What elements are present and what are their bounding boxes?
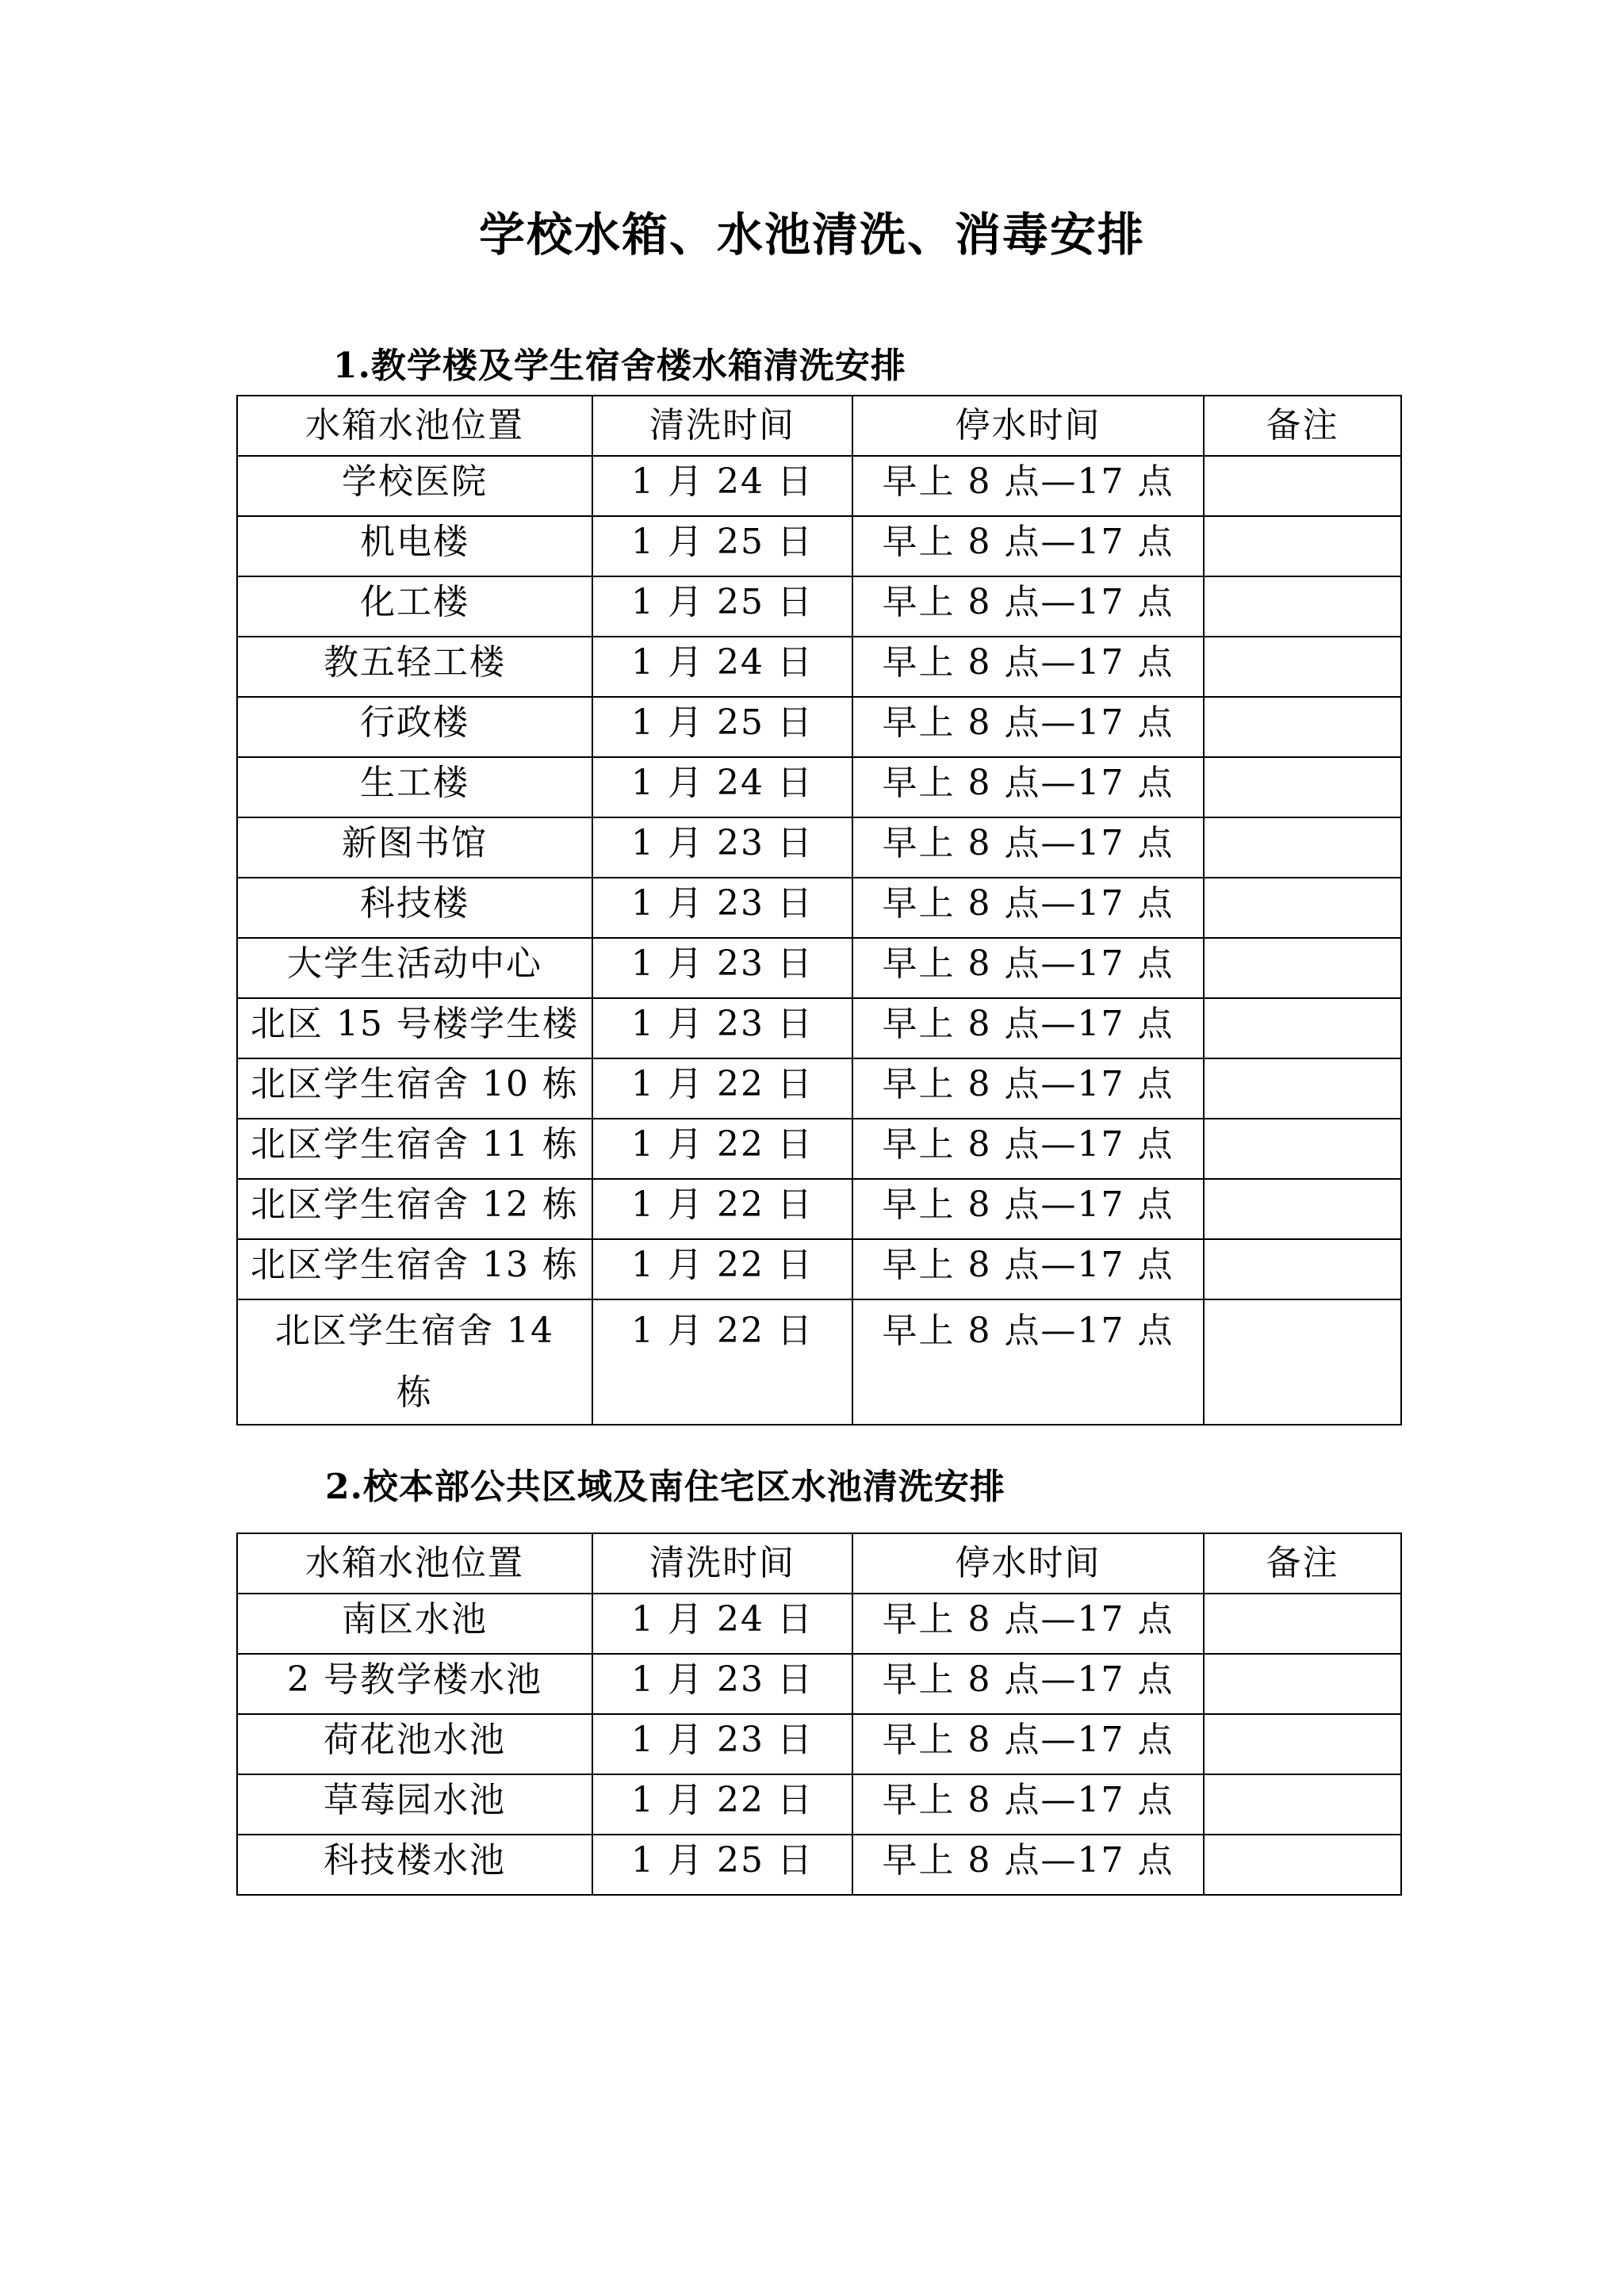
- clean-date-cell: 1 月 23 日: [592, 1654, 852, 1714]
- table-row: [237, 1714, 1401, 1774]
- column-header-location: 水箱水池位置: [237, 1533, 592, 1594]
- note-cell: [1204, 1835, 1401, 1895]
- table-body: [237, 1594, 1401, 1895]
- table-row: [237, 1774, 1401, 1835]
- table-row: [237, 1119, 1401, 1179]
- clean-date-cell: 1 月 22 日: [592, 1058, 852, 1119]
- location-cell: 北区学生宿舍 14 栋: [237, 1299, 592, 1425]
- document-title: 学校水箱、水池清洗、消毒安排: [478, 208, 1145, 262]
- table-row: [237, 576, 1401, 637]
- column-header-location: 水箱水池位置: [237, 396, 592, 456]
- table-row: [237, 1058, 1401, 1119]
- note-cell: [1204, 1594, 1401, 1654]
- outage-time-cell: 早上 8 点—17 点: [852, 1058, 1204, 1119]
- outage-time-cell: 早上 8 点—17 点: [852, 456, 1204, 516]
- clean-date-cell: 1 月 22 日: [592, 1299, 852, 1425]
- table-row: [237, 1299, 1401, 1425]
- clean-date-cell: 1 月 23 日: [592, 998, 852, 1058]
- note-cell: [1204, 1058, 1401, 1119]
- table-row: [237, 1239, 1401, 1299]
- outage-time-cell: 早上 8 点—17 点: [852, 817, 1204, 878]
- note-cell: [1204, 1239, 1401, 1299]
- column-header-clean-date: 清洗时间: [592, 396, 852, 456]
- table-row: [237, 878, 1401, 938]
- clean-date-cell: 1 月 22 日: [592, 1774, 852, 1835]
- location-cell: 草莓园水池: [237, 1774, 592, 1835]
- outage-time-cell: 早上 8 点—17 点: [852, 1654, 1204, 1714]
- public-area-pool-schedule-table: [236, 1533, 1402, 1896]
- note-cell: [1204, 1654, 1401, 1714]
- location-cell: 北区 15 号楼学生楼: [237, 998, 592, 1058]
- table-row: [237, 516, 1401, 576]
- clean-date-cell: 1 月 25 日: [592, 697, 852, 757]
- location-cell: 生工楼: [237, 757, 592, 817]
- location-cell: 新图书馆: [237, 817, 592, 878]
- outage-time-cell: 早上 8 点—17 点: [852, 1835, 1204, 1895]
- table-row: [237, 998, 1401, 1058]
- outage-time-cell: 早上 8 点—17 点: [852, 1299, 1204, 1425]
- location-cell: 北区学生宿舍 12 栋: [237, 1179, 592, 1239]
- note-cell: [1204, 697, 1401, 757]
- note-cell: [1204, 998, 1401, 1058]
- note-cell: [1204, 576, 1401, 637]
- table-row: [237, 1179, 1401, 1239]
- note-cell: [1204, 817, 1401, 878]
- note-cell: [1204, 1119, 1401, 1179]
- outage-time-cell: 早上 8 点—17 点: [852, 516, 1204, 576]
- outage-time-cell: 早上 8 点—17 点: [852, 1179, 1204, 1239]
- location-cell: 化工楼: [237, 576, 592, 637]
- table-row: [237, 456, 1401, 516]
- clean-date-cell: 1 月 25 日: [592, 516, 852, 576]
- clean-date-cell: 1 月 23 日: [592, 938, 852, 998]
- clean-date-cell: 1 月 24 日: [592, 637, 852, 697]
- note-cell: [1204, 878, 1401, 938]
- outage-time-cell: 早上 8 点—17 点: [852, 878, 1204, 938]
- outage-time-cell: 早上 8 点—17 点: [852, 757, 1204, 817]
- note-cell: [1204, 757, 1401, 817]
- table-row: [237, 938, 1401, 998]
- note-cell: [1204, 1299, 1401, 1425]
- outage-time-cell: 早上 8 点—17 点: [852, 1774, 1204, 1835]
- clean-date-cell: 1 月 23 日: [592, 1714, 852, 1774]
- clean-date-cell: 1 月 25 日: [592, 1835, 852, 1895]
- clean-date-cell: 1 月 22 日: [592, 1119, 852, 1179]
- table-row: [237, 637, 1401, 697]
- location-cell: 2 号教学楼水池: [237, 1654, 592, 1714]
- building-water-tank-schedule-table: [236, 395, 1402, 1425]
- table-row: [237, 1654, 1401, 1714]
- outage-time-cell: 早上 8 点—17 点: [852, 576, 1204, 637]
- note-cell: [1204, 938, 1401, 998]
- outage-time-cell: 早上 8 点—17 点: [852, 1594, 1204, 1654]
- location-cell: 北区学生宿舍 11 栋: [237, 1119, 592, 1179]
- location-cell: 荷花池水池: [237, 1714, 592, 1774]
- location-cell: 科技楼水池: [237, 1835, 592, 1895]
- clean-date-cell: 1 月 24 日: [592, 757, 852, 817]
- clean-date-cell: 1 月 23 日: [592, 878, 852, 938]
- clean-date-cell: 1 月 22 日: [592, 1179, 852, 1239]
- location-cell: 南区水池: [237, 1594, 592, 1654]
- clean-date-cell: 1 月 22 日: [592, 1239, 852, 1299]
- table-row: [237, 1835, 1401, 1895]
- note-cell: [1204, 1714, 1401, 1774]
- column-header-outage-time: 停水时间: [852, 1533, 1204, 1594]
- location-cell: 大学生活动中心: [237, 938, 592, 998]
- outage-time-cell: 早上 8 点—17 点: [852, 1714, 1204, 1774]
- outage-time-cell: 早上 8 点—17 点: [852, 938, 1204, 998]
- section-2-heading: 2.校本部公共区域及南住宅区水池清洗安排: [325, 1467, 1005, 1507]
- outage-time-cell: 早上 8 点—17 点: [852, 637, 1204, 697]
- clean-date-cell: 1 月 24 日: [592, 1594, 852, 1654]
- section-1-heading: 1.教学楼及学生宿舍楼水箱清洗安排: [333, 346, 906, 386]
- location-cell: 行政楼: [237, 697, 592, 757]
- table-header-row: [237, 1533, 1401, 1594]
- clean-date-cell: 1 月 24 日: [592, 456, 852, 516]
- table-row: [237, 757, 1401, 817]
- table-body: [237, 456, 1401, 1425]
- column-header-outage-time: 停水时间: [852, 396, 1204, 456]
- column-header-clean-date: 清洗时间: [592, 1533, 852, 1594]
- location-cell: 教五轻工楼: [237, 637, 592, 697]
- note-cell: [1204, 1179, 1401, 1239]
- location-cell: 北区学生宿舍 10 栋: [237, 1058, 592, 1119]
- note-cell: [1204, 456, 1401, 516]
- clean-date-cell: 1 月 23 日: [592, 817, 852, 878]
- outage-time-cell: 早上 8 点—17 点: [852, 697, 1204, 757]
- table-row: [237, 1594, 1401, 1654]
- outage-time-cell: 早上 8 点—17 点: [852, 1119, 1204, 1179]
- location-cell: 学校医院: [237, 456, 592, 516]
- location-cell: 机电楼: [237, 516, 592, 576]
- outage-time-cell: 早上 8 点—17 点: [852, 998, 1204, 1058]
- table-row: [237, 817, 1401, 878]
- location-cell: 科技楼: [237, 878, 592, 938]
- note-cell: [1204, 1774, 1401, 1835]
- note-cell: [1204, 516, 1401, 576]
- column-header-note: 备注: [1204, 396, 1401, 456]
- location-cell: 北区学生宿舍 13 栋: [237, 1239, 592, 1299]
- note-cell: [1204, 637, 1401, 697]
- table-row: [237, 697, 1401, 757]
- clean-date-cell: 1 月 25 日: [592, 576, 852, 637]
- table-header-row: [237, 396, 1401, 456]
- column-header-note: 备注: [1204, 1533, 1401, 1594]
- outage-time-cell: 早上 8 点—17 点: [852, 1239, 1204, 1299]
